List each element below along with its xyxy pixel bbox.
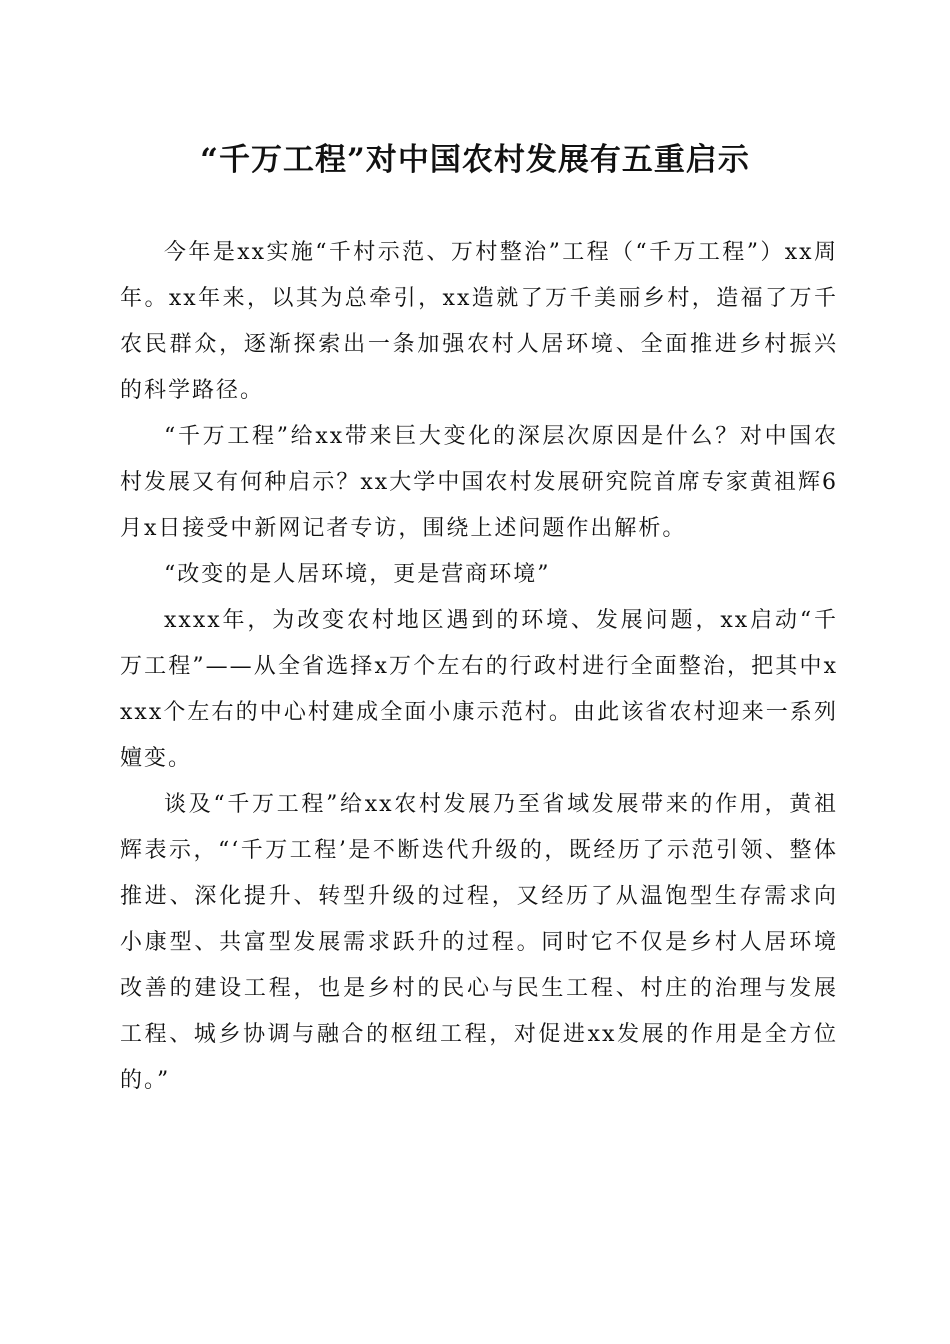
paragraph-history: xxxx年，为改变农村地区遇到的环境、发展问题，xx启动“千万工程”——从全省选择x万个左右的行政村进行全面整治，把其中xxxx个左右的中心村建成全面小康示范村。由此该省农村迎来一系列嬗变。 xyxy=(120,608,838,771)
document-title: “千万工程”对中国农村发展有五重启示 xyxy=(200,142,750,178)
section-subheading: “改变的是人居环境，更是营商环境” xyxy=(164,562,551,587)
paragraph-intro: 今年是xx实施“千村示范、万村整治”工程（“千万工程”）xx周年。xx年来，以其为总牵引，xx造就了万千美丽乡村，造福了万千农民群众，逐渐探索出一条加强农村人居环境、全面推进乡村振兴的科学路径。 xyxy=(120,240,838,403)
paragraph-question: “千万工程”给xx带来巨大变化的深层次原因是什么？对中国农村发展又有何种启示？xx大学中国农村发展研究院首席专家黄祖辉6月x日接受中新网记者专访，围绕上述问题作出解析。 xyxy=(120,424,838,541)
paragraph-quote: 谈及“千万工程”给xx农村发展乃至省域发展带来的作用，黄祖辉表示，“‘千万工程’是不断迭代升级的，既经历了示范引领、整体推进、深化提升、转型升级的过程，又经历了从温饱型生存需求向小康型、共富型发展需求跃升的过程。同时它不仅是乡村人居环境改善的建设工程，也是乡村的民心与民生工程、村庄的治理与发展工程、城乡协调与融合的枢纽工程，对促进xx发展的作用是全方位的。” xyxy=(120,792,838,1093)
document-body xyxy=(120,230,838,1104)
